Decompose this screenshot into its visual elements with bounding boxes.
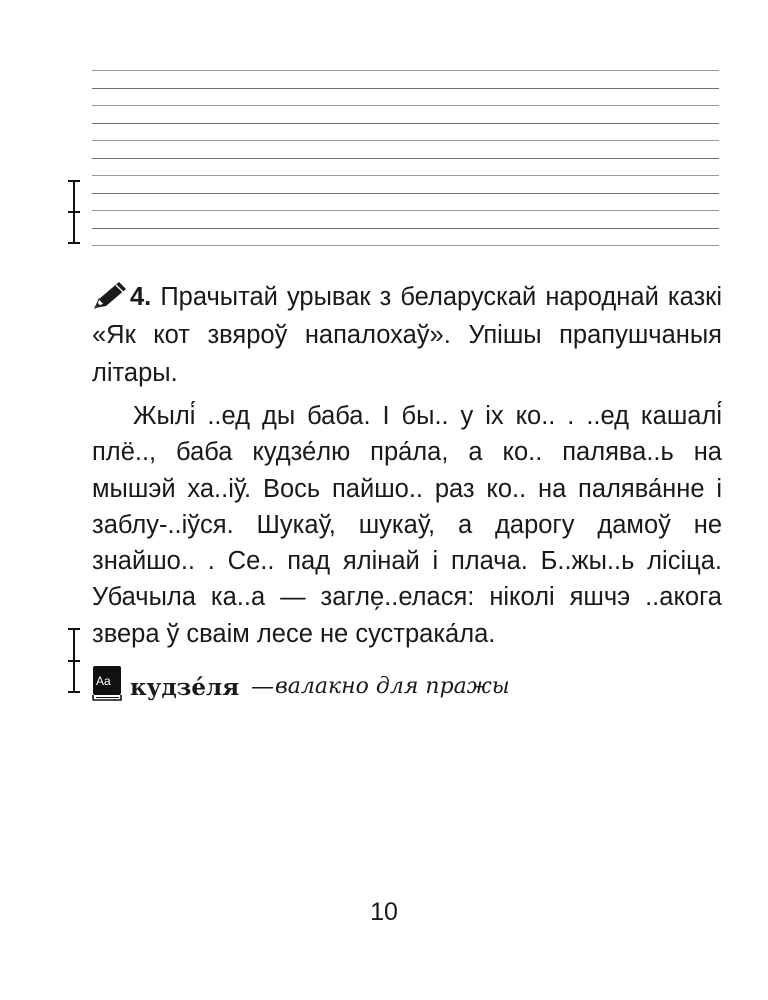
writing-lines bbox=[92, 0, 719, 260]
guide-line bbox=[92, 245, 719, 246]
base-line bbox=[92, 158, 719, 159]
glossary-definition: валакно для пражы bbox=[275, 674, 510, 699]
task-heading bbox=[92, 278, 722, 392]
guide-line bbox=[92, 140, 719, 141]
glossary-dash: — bbox=[251, 674, 274, 700]
margin-bracket-icon bbox=[68, 180, 80, 244]
page-number: 10 bbox=[370, 898, 398, 926]
guide-line bbox=[92, 70, 719, 71]
task-block bbox=[92, 278, 722, 392]
pencil-icon bbox=[92, 280, 128, 310]
dictionary-icon bbox=[92, 665, 122, 701]
task-number: 4. bbox=[130, 283, 152, 311]
base-line bbox=[92, 193, 719, 194]
margin-bracket-icon bbox=[68, 628, 80, 693]
base-line bbox=[92, 88, 719, 89]
dictionary-icon-label: Aa bbox=[96, 674, 111, 688]
glossary-entry bbox=[92, 665, 722, 715]
task-instruction: Прачытай урывак з беларускай народнай казкі «Як кот звяроў напалохаў». Упішы прапушчаныя літары. bbox=[92, 283, 722, 387]
base-line bbox=[92, 228, 719, 229]
base-line bbox=[92, 123, 719, 124]
guide-line bbox=[92, 210, 719, 211]
story-text: Жылі́ ..ед ды баба. І бы.. у іх ко.. . ..ед кашалі́ плё.., баба кудзе́лю пра́ла, а ко.. палява..ь на мышэй ха..іў. Вось пайшо.. раз ко.. на палява́нне і заблу-..іўся. Шукаў, шукаў, а дарогу дамоў не знайшо.. . Се.. пад ялінай і плача. Б..жы..ь лісіца. Убачыла ка..а — заглe̗..елася: ніколі яшчэ ..акога звера ў сваім лесе не сустрака́ла. bbox=[92, 402, 722, 648]
guide-line bbox=[92, 175, 719, 176]
guide-line bbox=[92, 105, 719, 106]
glossary-word: кудзе́ля bbox=[130, 674, 240, 701]
